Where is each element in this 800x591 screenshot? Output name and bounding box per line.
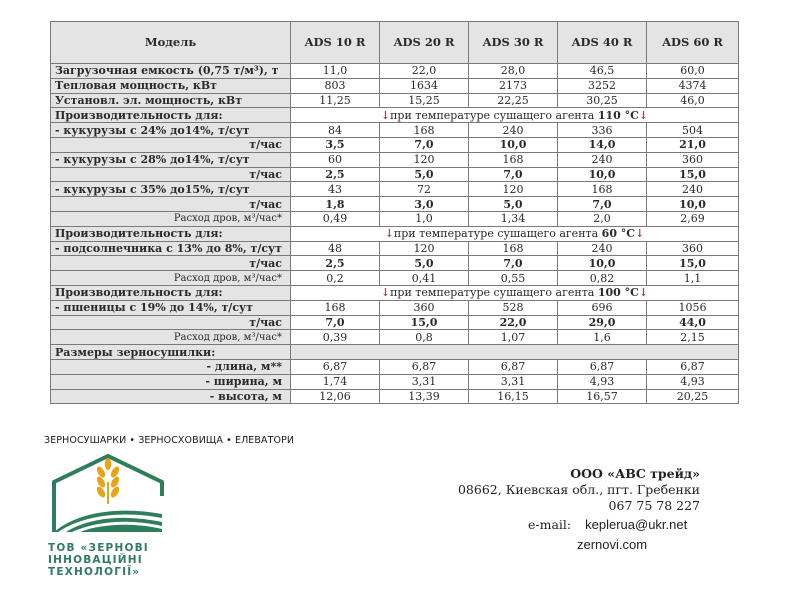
company-phone[interactable]: 067 75 78 227 — [608, 498, 700, 513]
arrow-icon: ↓ — [384, 227, 394, 241]
wheat-section-header — [51, 285, 739, 300]
value-cell: 10,0 — [558, 167, 647, 182]
value-cell: 29,0 — [558, 315, 647, 330]
value-cell: 360 — [647, 241, 739, 256]
value-cell: 120 — [469, 182, 558, 197]
row-label: Расход дров, м³/час* — [51, 271, 291, 286]
note-text: при температуре сушащего агента — [390, 286, 595, 300]
value-cell: 240 — [647, 182, 739, 197]
wheat-row — [51, 300, 739, 315]
value-cell: 7,0 — [469, 256, 558, 271]
sunflower-section-header — [51, 226, 739, 241]
model-ads-10: ADS 10 R — [291, 22, 380, 64]
dims-section-header — [51, 345, 739, 360]
sunflower-wood-row — [51, 271, 739, 286]
model-ads-40: ADS 40 R — [558, 22, 647, 64]
value-cell: 240 — [558, 241, 647, 256]
email-label: e-mail: — [528, 517, 572, 532]
wheat-icon — [95, 458, 121, 504]
value-cell: 1,74 — [291, 374, 380, 389]
value-cell: 2,0 — [558, 211, 647, 226]
value-cell: 1,0 — [380, 211, 469, 226]
value-cell: 46,0 — [647, 93, 739, 108]
value-cell: 28,0 — [469, 64, 558, 79]
general-row — [51, 78, 739, 93]
value-cell: 120 — [380, 152, 469, 167]
logo-line-1: ТОВ «ЗЕРНОВІ — [48, 542, 149, 554]
value-cell: 84 — [291, 123, 380, 138]
value-cell: 44,0 — [647, 315, 739, 330]
logo-line-3: ТЕХНОЛОГІЇ» — [48, 566, 141, 578]
model-header: Модель — [51, 22, 291, 64]
dims-row — [51, 389, 739, 404]
row-label: Расход дров, м³/час* — [51, 211, 291, 226]
value-cell: 168 — [469, 152, 558, 167]
value-cell: 10,0 — [647, 197, 739, 212]
value-cell: 15,0 — [380, 315, 469, 330]
row-label: - высота, м — [51, 389, 291, 404]
value-cell: 0,41 — [380, 271, 469, 286]
row-label: т/час — [51, 137, 291, 152]
value-cell: 3,31 — [469, 374, 558, 389]
value-cell: 2173 — [469, 78, 558, 93]
value-cell: 240 — [469, 123, 558, 138]
value-cell: 360 — [380, 300, 469, 315]
value-cell: 1056 — [647, 300, 739, 315]
value-cell: 5,0 — [469, 197, 558, 212]
note-temperature: 60 °C — [601, 227, 636, 241]
specs-table — [50, 21, 739, 404]
value-cell: 2,5 — [291, 167, 380, 182]
value-cell: 336 — [558, 123, 647, 138]
corn-row — [51, 123, 739, 138]
value-cell: 22,25 — [469, 93, 558, 108]
value-cell: 15,0 — [647, 167, 739, 182]
value-cell: 12,06 — [291, 389, 380, 404]
value-cell: 48 — [291, 241, 380, 256]
value-cell: 696 — [558, 300, 647, 315]
value-cell: 10,0 — [558, 256, 647, 271]
section-title: Производительность для: — [51, 285, 291, 300]
value-cell: 72 — [380, 182, 469, 197]
model-ads-60: ADS 60 R — [647, 22, 739, 64]
row-label: т/час — [51, 167, 291, 182]
temperature-note — [291, 108, 739, 123]
dims-row — [51, 359, 739, 374]
row-label: - кукурузы с 35% до15%, т/сут — [51, 182, 291, 197]
row-label: - кукурузы с 24% до14%, т/сут — [51, 123, 291, 138]
arrow-icon: ↓ — [638, 108, 649, 122]
row-label: Загрузочная емкость (0,75 т/м³), т — [51, 64, 291, 79]
row-label: Расход дров, м³/час* — [51, 330, 291, 345]
value-cell: 4374 — [647, 78, 739, 93]
note-temperature: 100 °C — [597, 286, 639, 300]
arrow-icon: ↓ — [380, 286, 391, 300]
value-cell: 7,0 — [469, 167, 558, 182]
value-cell: 6,87 — [469, 359, 558, 374]
value-cell: 5,0 — [380, 256, 469, 271]
value-cell: 1,07 — [469, 330, 558, 345]
field-rows-icon — [54, 511, 162, 532]
value-cell: 15,25 — [380, 93, 469, 108]
company-name: ООО «АВС трейд» — [570, 466, 700, 481]
contact-block — [420, 465, 700, 514]
value-cell: 3,0 — [380, 197, 469, 212]
value-cell: 6,87 — [647, 359, 739, 374]
value-cell: 504 — [647, 123, 739, 138]
value-cell: 16,57 — [558, 389, 647, 404]
value-cell: 6,87 — [380, 359, 469, 374]
value-cell: 60 — [291, 152, 380, 167]
arrow-icon: ↓ — [380, 108, 391, 122]
note-text: при температуре сушащего агента — [393, 227, 599, 241]
sunflower-row — [51, 241, 739, 256]
corn-row — [51, 137, 739, 152]
value-cell: 4,93 — [558, 374, 647, 389]
value-cell: 4,93 — [647, 374, 739, 389]
value-cell: 3,31 — [380, 374, 469, 389]
value-cell: 0,55 — [469, 271, 558, 286]
row-label: Установл. эл. мощность, кВт — [51, 93, 291, 108]
value-cell: 0,82 — [558, 271, 647, 286]
value-cell: 0,8 — [380, 330, 469, 345]
value-cell: 11,25 — [291, 93, 380, 108]
value-cell: 240 — [558, 152, 647, 167]
corn-row — [51, 197, 739, 212]
value-cell: 30,25 — [558, 93, 647, 108]
logo-text — [48, 542, 178, 578]
value-cell: 2,69 — [647, 211, 739, 226]
value-cell: 1,34 — [469, 211, 558, 226]
corn-row — [51, 152, 739, 167]
sunflower-row — [51, 256, 739, 271]
value-cell: 1,6 — [558, 330, 647, 345]
header-row — [51, 22, 739, 64]
value-cell: 20,25 — [647, 389, 739, 404]
value-cell: 803 — [291, 78, 380, 93]
value-cell: 168 — [558, 182, 647, 197]
value-cell: 528 — [469, 300, 558, 315]
model-ads-30: ADS 30 R — [469, 22, 558, 64]
general-row — [51, 64, 739, 79]
value-cell: 2,15 — [647, 330, 739, 345]
model-ads-20: ADS 20 R — [380, 22, 469, 64]
value-cell: 43 — [291, 182, 380, 197]
dims-row — [51, 374, 739, 389]
arrow-icon: ↓ — [635, 227, 645, 241]
value-cell: 7,0 — [380, 137, 469, 152]
value-cell: 1,8 — [291, 197, 380, 212]
section-title: Производительность для: — [51, 226, 291, 241]
value-cell: 6,87 — [291, 359, 380, 374]
value-cell: 22,0 — [380, 64, 469, 79]
value-cell: 3,5 — [291, 137, 380, 152]
corn-row — [51, 182, 739, 197]
value-cell: 7,0 — [291, 315, 380, 330]
value-cell: 168 — [380, 123, 469, 138]
value-cell: 5,0 — [380, 167, 469, 182]
value-cell: 120 — [380, 241, 469, 256]
corn-section-header — [51, 108, 739, 123]
value-cell: 11,0 — [291, 64, 380, 79]
note-text: при температуре сушащего агента — [390, 108, 595, 122]
value-cell: 14,0 — [558, 137, 647, 152]
row-label: - длина, м** — [51, 359, 291, 374]
tagline: ЗЕРНОСУШАРКИ • ЗЕРНОСХОВИЩА • ЕЛЕВАТОРИ — [44, 435, 295, 446]
value-cell: 1,1 — [647, 271, 739, 286]
value-cell: 168 — [291, 300, 380, 315]
note-temperature: 110 °C — [597, 108, 639, 122]
company-logo — [48, 452, 168, 534]
email-row — [528, 517, 687, 532]
value-cell: 16,15 — [469, 389, 558, 404]
wheat-row — [51, 315, 739, 330]
value-cell: 360 — [647, 152, 739, 167]
section-title: Размеры зерносушилки: — [51, 345, 291, 360]
section-title: Производительность для: — [51, 108, 291, 123]
row-label: - кукурузы с 28% до14%, т/сут — [51, 152, 291, 167]
value-cell: 3252 — [558, 78, 647, 93]
row-label: т/час — [51, 256, 291, 271]
logo-line-2: ІННОВАЦІЙНІ — [48, 554, 143, 566]
value-cell: 168 — [469, 241, 558, 256]
row-label: - подсолнечника с 13% до 8%, т/сут — [51, 241, 291, 256]
value-cell: 46,5 — [558, 64, 647, 79]
value-cell: 0,2 — [291, 271, 380, 286]
value-cell: 60,0 — [647, 64, 739, 79]
company-address: 08662, Киевская обл., пгт. Гребенки — [457, 482, 700, 497]
email-link[interactable]: keplerua@ukr.net — [585, 517, 688, 532]
corn-row — [51, 167, 739, 182]
value-cell: 0,39 — [291, 330, 380, 345]
row-label: Тепловая мощность, кВт — [51, 78, 291, 93]
value-cell: 13,39 — [380, 389, 469, 404]
value-cell: 22,0 — [469, 315, 558, 330]
general-row — [51, 93, 739, 108]
value-cell: 7,0 — [558, 197, 647, 212]
value-cell: 15,0 — [647, 256, 739, 271]
row-label: - ширина, м — [51, 374, 291, 389]
value-cell: 0,49 — [291, 211, 380, 226]
value-cell: 2,5 — [291, 256, 380, 271]
row-label: т/час — [51, 315, 291, 330]
value-cell: 1634 — [380, 78, 469, 93]
temperature-note — [291, 285, 739, 300]
temperature-note — [291, 226, 739, 241]
value-cell: 10,0 — [469, 137, 558, 152]
website-link[interactable]: zernovi.com — [577, 537, 648, 552]
row-label: - пшеницы с 19% до 14%, т/сут — [51, 300, 291, 315]
value-cell: 21,0 — [647, 137, 739, 152]
wheat-wood-row — [51, 330, 739, 345]
corn-wood-row — [51, 211, 739, 226]
row-label: т/час — [51, 197, 291, 212]
blank-cell — [291, 345, 739, 360]
value-cell: 6,87 — [558, 359, 647, 374]
arrow-icon: ↓ — [638, 286, 649, 300]
